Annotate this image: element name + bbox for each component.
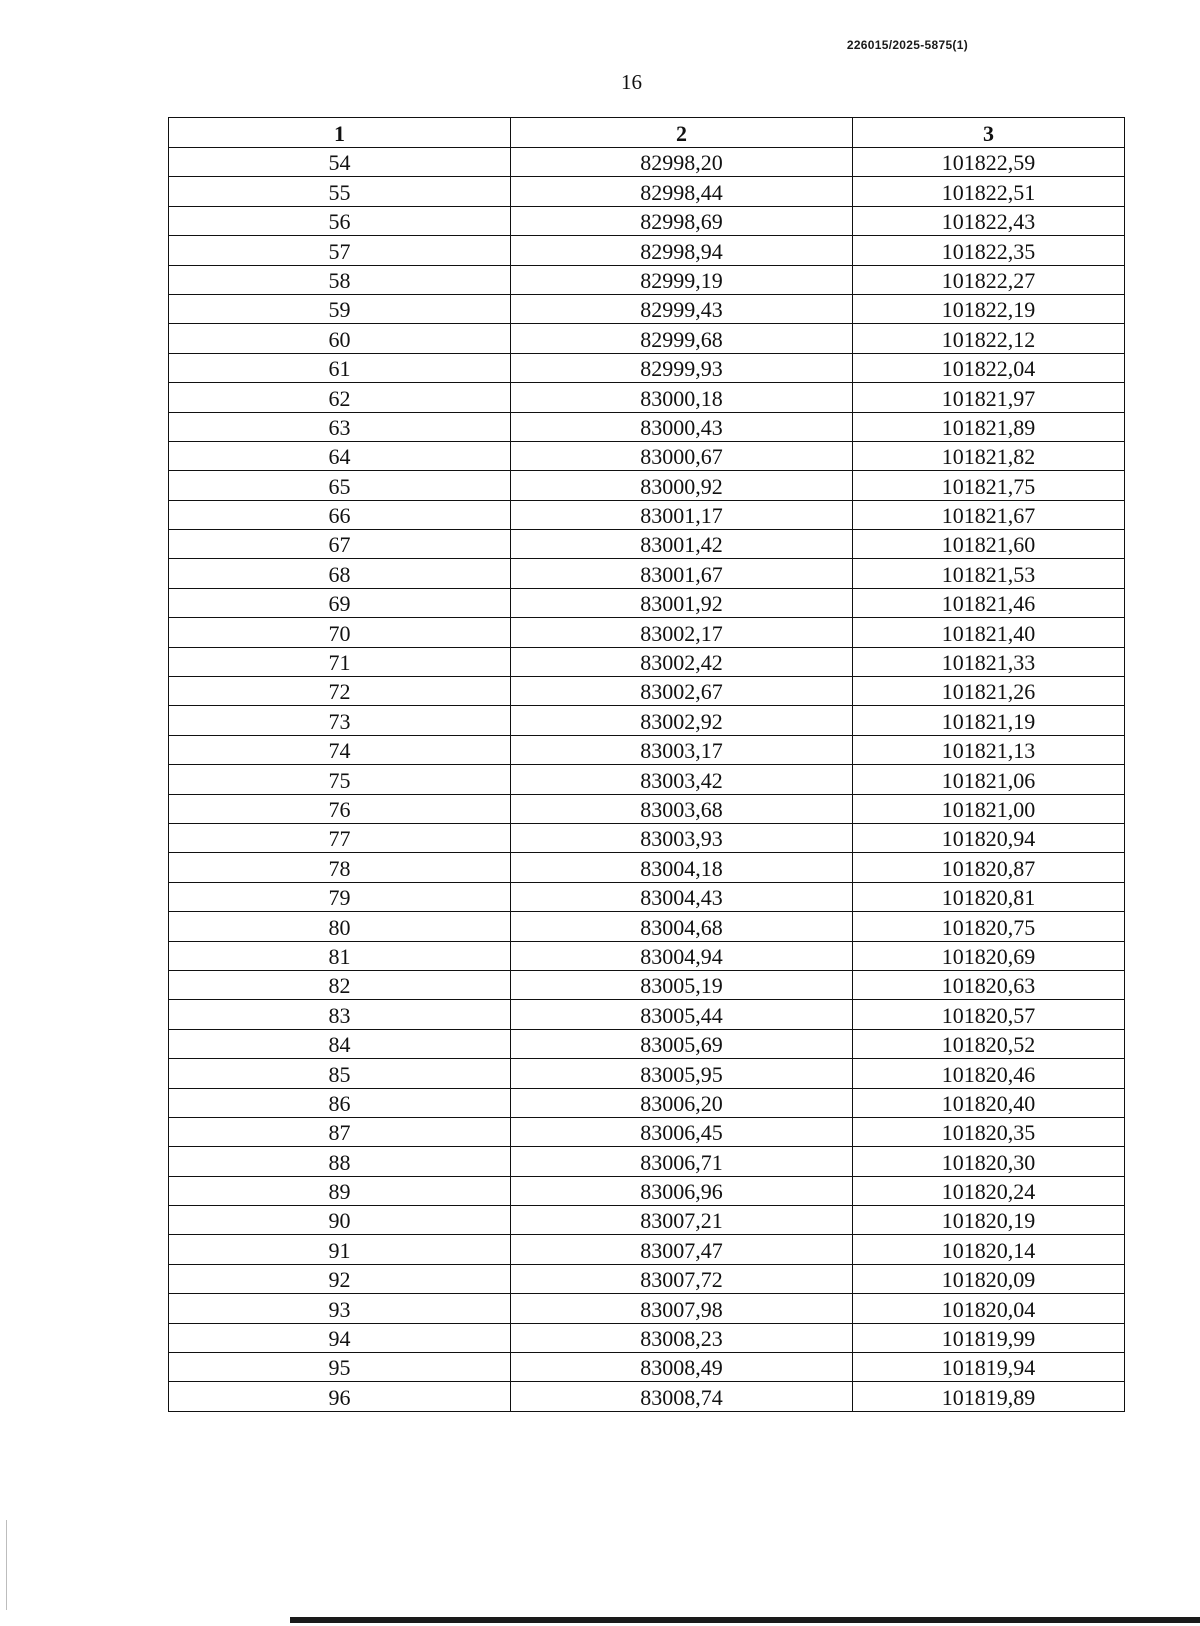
table-row [169,1323,1125,1352]
y-coordinate-cell: 101820,69 [853,941,1125,970]
y-coordinate-cell: 101819,99 [853,1323,1125,1352]
x-coordinate-cell: 82998,44 [511,177,853,206]
point-number-cell: 84 [169,1029,511,1058]
y-coordinate-cell: 101820,19 [853,1206,1125,1235]
table-row [169,1059,1125,1088]
table-row [169,1147,1125,1176]
y-coordinate-cell: 101821,89 [853,412,1125,441]
point-number-cell: 83 [169,1000,511,1029]
point-number-cell: 96 [169,1382,511,1411]
point-number-cell: 91 [169,1235,511,1264]
table-row [169,677,1125,706]
table-row [169,706,1125,735]
table-row [169,500,1125,529]
x-coordinate-cell: 83005,44 [511,1000,853,1029]
point-number-cell: 56 [169,206,511,235]
y-coordinate-cell: 101821,00 [853,794,1125,823]
y-coordinate-cell: 101822,51 [853,177,1125,206]
x-coordinate-cell: 83000,92 [511,471,853,500]
table-row [169,765,1125,794]
table-row [169,941,1125,970]
point-number-cell: 77 [169,823,511,852]
scan-bottom-edge [290,1617,1200,1623]
point-number-cell: 66 [169,500,511,529]
x-coordinate-cell: 83008,49 [511,1353,853,1382]
table-row [169,1029,1125,1058]
x-coordinate-cell: 83003,17 [511,735,853,764]
x-coordinate-cell: 83000,67 [511,441,853,470]
x-coordinate-cell: 82998,69 [511,206,853,235]
x-coordinate-cell: 82999,19 [511,265,853,294]
point-number-cell: 72 [169,677,511,706]
point-number-cell: 70 [169,618,511,647]
point-number-cell: 59 [169,294,511,323]
x-coordinate-cell: 82999,93 [511,353,853,382]
x-coordinate-cell: 83008,23 [511,1323,853,1352]
x-coordinate-cell: 83007,21 [511,1206,853,1235]
x-coordinate-cell: 83006,20 [511,1088,853,1117]
point-number-cell: 64 [169,441,511,470]
column-header-2: 2 [511,118,853,148]
table-row [169,912,1125,941]
point-number-cell: 57 [169,236,511,265]
y-coordinate-cell: 101820,09 [853,1264,1125,1293]
table-row [169,1117,1125,1146]
point-number-cell: 79 [169,882,511,911]
y-coordinate-cell: 101819,89 [853,1382,1125,1411]
y-coordinate-cell: 101821,33 [853,647,1125,676]
table-row [169,1264,1125,1293]
x-coordinate-cell: 82998,94 [511,236,853,265]
y-coordinate-cell: 101820,14 [853,1235,1125,1264]
table-row [169,353,1125,382]
x-coordinate-cell: 83001,67 [511,559,853,588]
table-row [169,1176,1125,1205]
table-row [169,236,1125,265]
table-row [169,970,1125,999]
x-coordinate-cell: 83008,74 [511,1382,853,1411]
y-coordinate-cell: 101819,94 [853,1353,1125,1382]
table-row [169,412,1125,441]
x-coordinate-cell: 83003,93 [511,823,853,852]
y-coordinate-cell: 101820,52 [853,1029,1125,1058]
table-row [169,882,1125,911]
y-coordinate-cell: 101821,82 [853,441,1125,470]
point-number-cell: 75 [169,765,511,794]
x-coordinate-cell: 83002,67 [511,677,853,706]
x-coordinate-cell: 83001,17 [511,500,853,529]
table-row [169,1235,1125,1264]
table-row [169,1294,1125,1323]
x-coordinate-cell: 83007,72 [511,1264,853,1293]
point-number-cell: 93 [169,1294,511,1323]
y-coordinate-cell: 101821,75 [853,471,1125,500]
y-coordinate-cell: 101820,94 [853,823,1125,852]
table-row [169,294,1125,323]
y-coordinate-cell: 101821,97 [853,383,1125,412]
table-row [169,441,1125,470]
table-row [169,471,1125,500]
x-coordinate-cell: 83005,95 [511,1059,853,1088]
point-number-cell: 76 [169,794,511,823]
y-coordinate-cell: 101820,24 [853,1176,1125,1205]
point-number-cell: 87 [169,1117,511,1146]
table-row [169,1353,1125,1382]
table-row [169,1000,1125,1029]
table-row [169,1206,1125,1235]
table-header [169,118,1125,148]
y-coordinate-cell: 101821,13 [853,735,1125,764]
x-coordinate-cell: 83006,71 [511,1147,853,1176]
point-number-cell: 60 [169,324,511,353]
y-coordinate-cell: 101821,40 [853,618,1125,647]
y-coordinate-cell: 101820,35 [853,1117,1125,1146]
x-coordinate-cell: 83003,68 [511,794,853,823]
point-number-cell: 85 [169,1059,511,1088]
x-coordinate-cell: 83007,47 [511,1235,853,1264]
point-number-cell: 65 [169,471,511,500]
table-row [169,823,1125,852]
y-coordinate-cell: 101821,46 [853,588,1125,617]
y-coordinate-cell: 101820,04 [853,1294,1125,1323]
x-coordinate-cell: 83001,92 [511,588,853,617]
point-number-cell: 78 [169,853,511,882]
column-header-3: 3 [853,118,1125,148]
y-coordinate-cell: 101820,87 [853,853,1125,882]
table-row [169,383,1125,412]
point-number-cell: 80 [169,912,511,941]
x-coordinate-cell: 82999,43 [511,294,853,323]
x-coordinate-cell: 83004,68 [511,912,853,941]
y-coordinate-cell: 101822,59 [853,148,1125,177]
x-coordinate-cell: 83006,96 [511,1176,853,1205]
y-coordinate-cell: 101821,06 [853,765,1125,794]
table-row [169,618,1125,647]
table-row [169,206,1125,235]
point-number-cell: 81 [169,941,511,970]
header-row [169,118,1125,148]
x-coordinate-cell: 82998,20 [511,148,853,177]
point-number-cell: 54 [169,148,511,177]
x-coordinate-cell: 83003,42 [511,765,853,794]
table-row [169,265,1125,294]
scan-margin-line [6,1520,7,1610]
x-coordinate-cell: 82999,68 [511,324,853,353]
y-coordinate-cell: 101822,19 [853,294,1125,323]
x-coordinate-cell: 83002,17 [511,618,853,647]
point-number-cell: 74 [169,735,511,764]
y-coordinate-cell: 101822,35 [853,236,1125,265]
point-number-cell: 89 [169,1176,511,1205]
x-coordinate-cell: 83006,45 [511,1117,853,1146]
column-header-1: 1 [169,118,511,148]
x-coordinate-cell: 83004,18 [511,853,853,882]
y-coordinate-cell: 101820,57 [853,1000,1125,1029]
y-coordinate-cell: 101820,75 [853,912,1125,941]
y-coordinate-cell: 101822,12 [853,324,1125,353]
y-coordinate-cell: 101821,19 [853,706,1125,735]
table-row [169,559,1125,588]
table-row [169,177,1125,206]
x-coordinate-cell: 83000,18 [511,383,853,412]
y-coordinate-cell: 101821,26 [853,677,1125,706]
table-row [169,1088,1125,1117]
y-coordinate-cell: 101822,27 [853,265,1125,294]
x-coordinate-cell: 83007,98 [511,1294,853,1323]
point-number-cell: 82 [169,970,511,999]
point-number-cell: 68 [169,559,511,588]
y-coordinate-cell: 101821,53 [853,559,1125,588]
point-number-cell: 55 [169,177,511,206]
x-coordinate-cell: 83002,92 [511,706,853,735]
point-number-cell: 88 [169,1147,511,1176]
table-row [169,735,1125,764]
document-id: 226015/2025-5875(1) [846,38,968,52]
x-coordinate-cell: 83005,69 [511,1029,853,1058]
table-body [169,148,1125,1412]
table-row [169,324,1125,353]
table-row [169,588,1125,617]
point-number-cell: 73 [169,706,511,735]
page-number: 16 [621,70,642,94]
point-number-cell: 95 [169,1353,511,1382]
table-row [169,794,1125,823]
point-number-cell: 63 [169,412,511,441]
y-coordinate-cell: 101822,43 [853,206,1125,235]
x-coordinate-cell: 83004,43 [511,882,853,911]
table-row [169,530,1125,559]
point-number-cell: 86 [169,1088,511,1117]
point-number-cell: 71 [169,647,511,676]
y-coordinate-cell: 101820,46 [853,1059,1125,1088]
x-coordinate-cell: 83000,43 [511,412,853,441]
y-coordinate-cell: 101820,81 [853,882,1125,911]
y-coordinate-cell: 101820,30 [853,1147,1125,1176]
y-coordinate-cell: 101821,60 [853,530,1125,559]
table-row [169,148,1125,177]
x-coordinate-cell: 83005,19 [511,970,853,999]
table-row [169,1382,1125,1411]
y-coordinate-cell: 101820,40 [853,1088,1125,1117]
point-number-cell: 69 [169,588,511,617]
point-number-cell: 92 [169,1264,511,1293]
x-coordinate-cell: 83001,42 [511,530,853,559]
point-number-cell: 58 [169,265,511,294]
point-number-cell: 90 [169,1206,511,1235]
coordinates-table [168,117,1125,1412]
y-coordinate-cell: 101820,63 [853,970,1125,999]
point-number-cell: 62 [169,383,511,412]
table-row [169,647,1125,676]
point-number-cell: 67 [169,530,511,559]
y-coordinate-cell: 101822,04 [853,353,1125,382]
x-coordinate-cell: 83004,94 [511,941,853,970]
table-row [169,853,1125,882]
x-coordinate-cell: 83002,42 [511,647,853,676]
point-number-cell: 94 [169,1323,511,1352]
point-number-cell: 61 [169,353,511,382]
y-coordinate-cell: 101821,67 [853,500,1125,529]
